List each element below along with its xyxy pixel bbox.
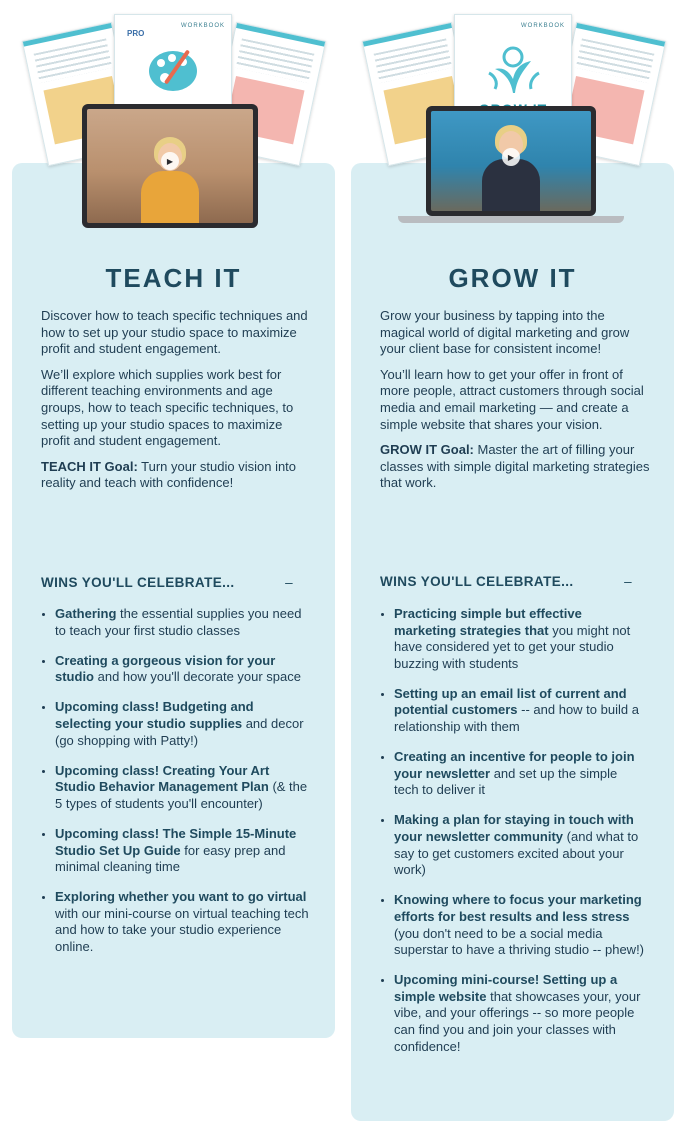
wins-list bbox=[41, 606, 311, 969]
win-highlight: Practicing simple but effective marketing strategies that bbox=[394, 606, 582, 638]
wins-accordion-header[interactable] bbox=[41, 575, 293, 590]
list-item bbox=[41, 653, 311, 686]
win-text: and how you'll decorate your space bbox=[94, 669, 301, 685]
win-text: for easy prep and minimal cleaning time bbox=[55, 842, 286, 875]
list-item bbox=[380, 972, 644, 1055]
win-text: and decor (go shopping with Patty!) bbox=[55, 715, 304, 748]
card-title: GROW IT bbox=[448, 263, 577, 293]
list-item bbox=[41, 826, 311, 876]
list-item bbox=[380, 606, 644, 672]
palette-icon bbox=[145, 45, 201, 95]
play-icon[interactable]: ▶ bbox=[502, 148, 520, 166]
win-highlight: Upcoming class! Budgeting and selecting your studio supplies bbox=[55, 699, 254, 731]
card-intro bbox=[41, 308, 313, 501]
wins-heading: WINS YOU'LL CELEBRATE... bbox=[41, 575, 235, 590]
win-text: that showcases your, your vibe, and your offerings -- so more people can find you and join your classes with confidence! bbox=[394, 988, 641, 1054]
workbook-label: WORKBOOK bbox=[520, 23, 565, 29]
win-text: with our mini-course on virtual teaching tech and how to take your studio experience online. bbox=[55, 905, 309, 954]
win-highlight: Creating a gorgeous vision for your studio bbox=[55, 652, 276, 685]
grow-it-card bbox=[351, 163, 674, 1121]
win-highlight: Gathering bbox=[55, 606, 117, 621]
goal-label: TEACH IT Goal: bbox=[41, 458, 138, 474]
goal-paragraph bbox=[41, 459, 313, 492]
list-item bbox=[41, 889, 311, 955]
goal-paragraph bbox=[380, 442, 652, 492]
win-highlight: Upcoming mini-course! Setting up a simple website bbox=[394, 972, 618, 1004]
video-player[interactable] bbox=[426, 106, 596, 216]
presenter-figure bbox=[476, 125, 546, 211]
win-highlight: Creating an incentive for people to join your newsletter bbox=[394, 749, 635, 781]
goal-text: Turn your studio vision into reality and teach with confidence! bbox=[41, 458, 297, 491]
win-highlight: Making a plan for staying in touch with your newsletter community bbox=[394, 812, 634, 845]
play-icon[interactable]: ▶ bbox=[161, 152, 179, 170]
win-text: (you don't need to be a social media superstar to have a thriving studio -- phew!) bbox=[394, 925, 645, 958]
win-text: (and what to say to get customers excited about your work) bbox=[394, 829, 639, 878]
grow-it-hero-image bbox=[366, 8, 662, 238]
list-item bbox=[380, 812, 644, 878]
goal-text: Master the art of filling your classes with simple digital marketing strategies that work. bbox=[380, 442, 650, 491]
intro-paragraph: We’ll explore which supplies work best for different teaching environments and age groups, how to teach specific techniques, to setting up your studio spaces to maximize profit and student engagement. bbox=[41, 366, 294, 449]
workbook-label: WORKBOOK bbox=[180, 23, 225, 29]
win-text: you might not have considered yet to get your studio buzzing with students bbox=[394, 622, 631, 671]
win-highlight: Exploring whether you want to go virtual bbox=[55, 889, 307, 905]
win-text: and set up the simple tech to deliver it bbox=[394, 765, 618, 798]
list-item bbox=[380, 686, 644, 736]
win-highlight: Upcoming class! Creating Your Art Studio Behavior Management Plan bbox=[55, 762, 270, 795]
wins-heading: WINS YOU'LL CELEBRATE... bbox=[380, 574, 574, 589]
intro-paragraph: You’ll learn how to get your offer in front of more people, attract customers through social media and email marketing — and create a simple website that shares your vision. bbox=[380, 366, 644, 432]
teach-it-card bbox=[12, 163, 335, 1038]
card-intro bbox=[380, 308, 652, 501]
collapse-icon[interactable]: – bbox=[285, 575, 293, 590]
pro-logo: PRO bbox=[127, 29, 145, 38]
wins-list bbox=[380, 606, 644, 1069]
teach-it-hero-image bbox=[26, 8, 322, 238]
collapse-icon[interactable]: – bbox=[624, 574, 632, 589]
laptop-base bbox=[398, 216, 624, 223]
list-item bbox=[380, 749, 644, 799]
intro-paragraph: Grow your business by tapping into the magical world of digital marketing and grow your client base for consistent income! bbox=[380, 308, 630, 357]
list-item bbox=[41, 763, 311, 813]
plant-icon bbox=[485, 45, 541, 95]
intro-paragraph: Discover how to teach specific techniques and how to set up your studio space to maximize profit and student engagement. bbox=[41, 308, 308, 357]
video-frame[interactable] bbox=[87, 109, 253, 223]
video-frame[interactable] bbox=[431, 111, 591, 211]
list-item bbox=[41, 699, 311, 749]
win-text: (& the 5 types of students you'll encounter) bbox=[55, 779, 308, 811]
card-title: TEACH IT bbox=[105, 263, 242, 293]
presenter-figure bbox=[135, 137, 205, 223]
win-highlight: Knowing where to focus your marketing efforts for best results and less stress bbox=[394, 892, 642, 924]
list-item bbox=[41, 606, 311, 639]
list-item bbox=[380, 892, 644, 958]
win-highlight: Setting up an email list of current and potential customers bbox=[394, 685, 627, 718]
video-player[interactable] bbox=[82, 104, 258, 228]
wins-accordion-header[interactable] bbox=[380, 574, 632, 589]
goal-label: GROW IT Goal: bbox=[380, 442, 474, 458]
win-text: -- and how to build a relationship with them bbox=[394, 702, 639, 735]
win-highlight: Upcoming class! The Simple 15-Minute Studio Set Up Guide bbox=[55, 825, 297, 858]
win-text: the essential supplies you need to teach your first studio classes bbox=[55, 606, 302, 638]
